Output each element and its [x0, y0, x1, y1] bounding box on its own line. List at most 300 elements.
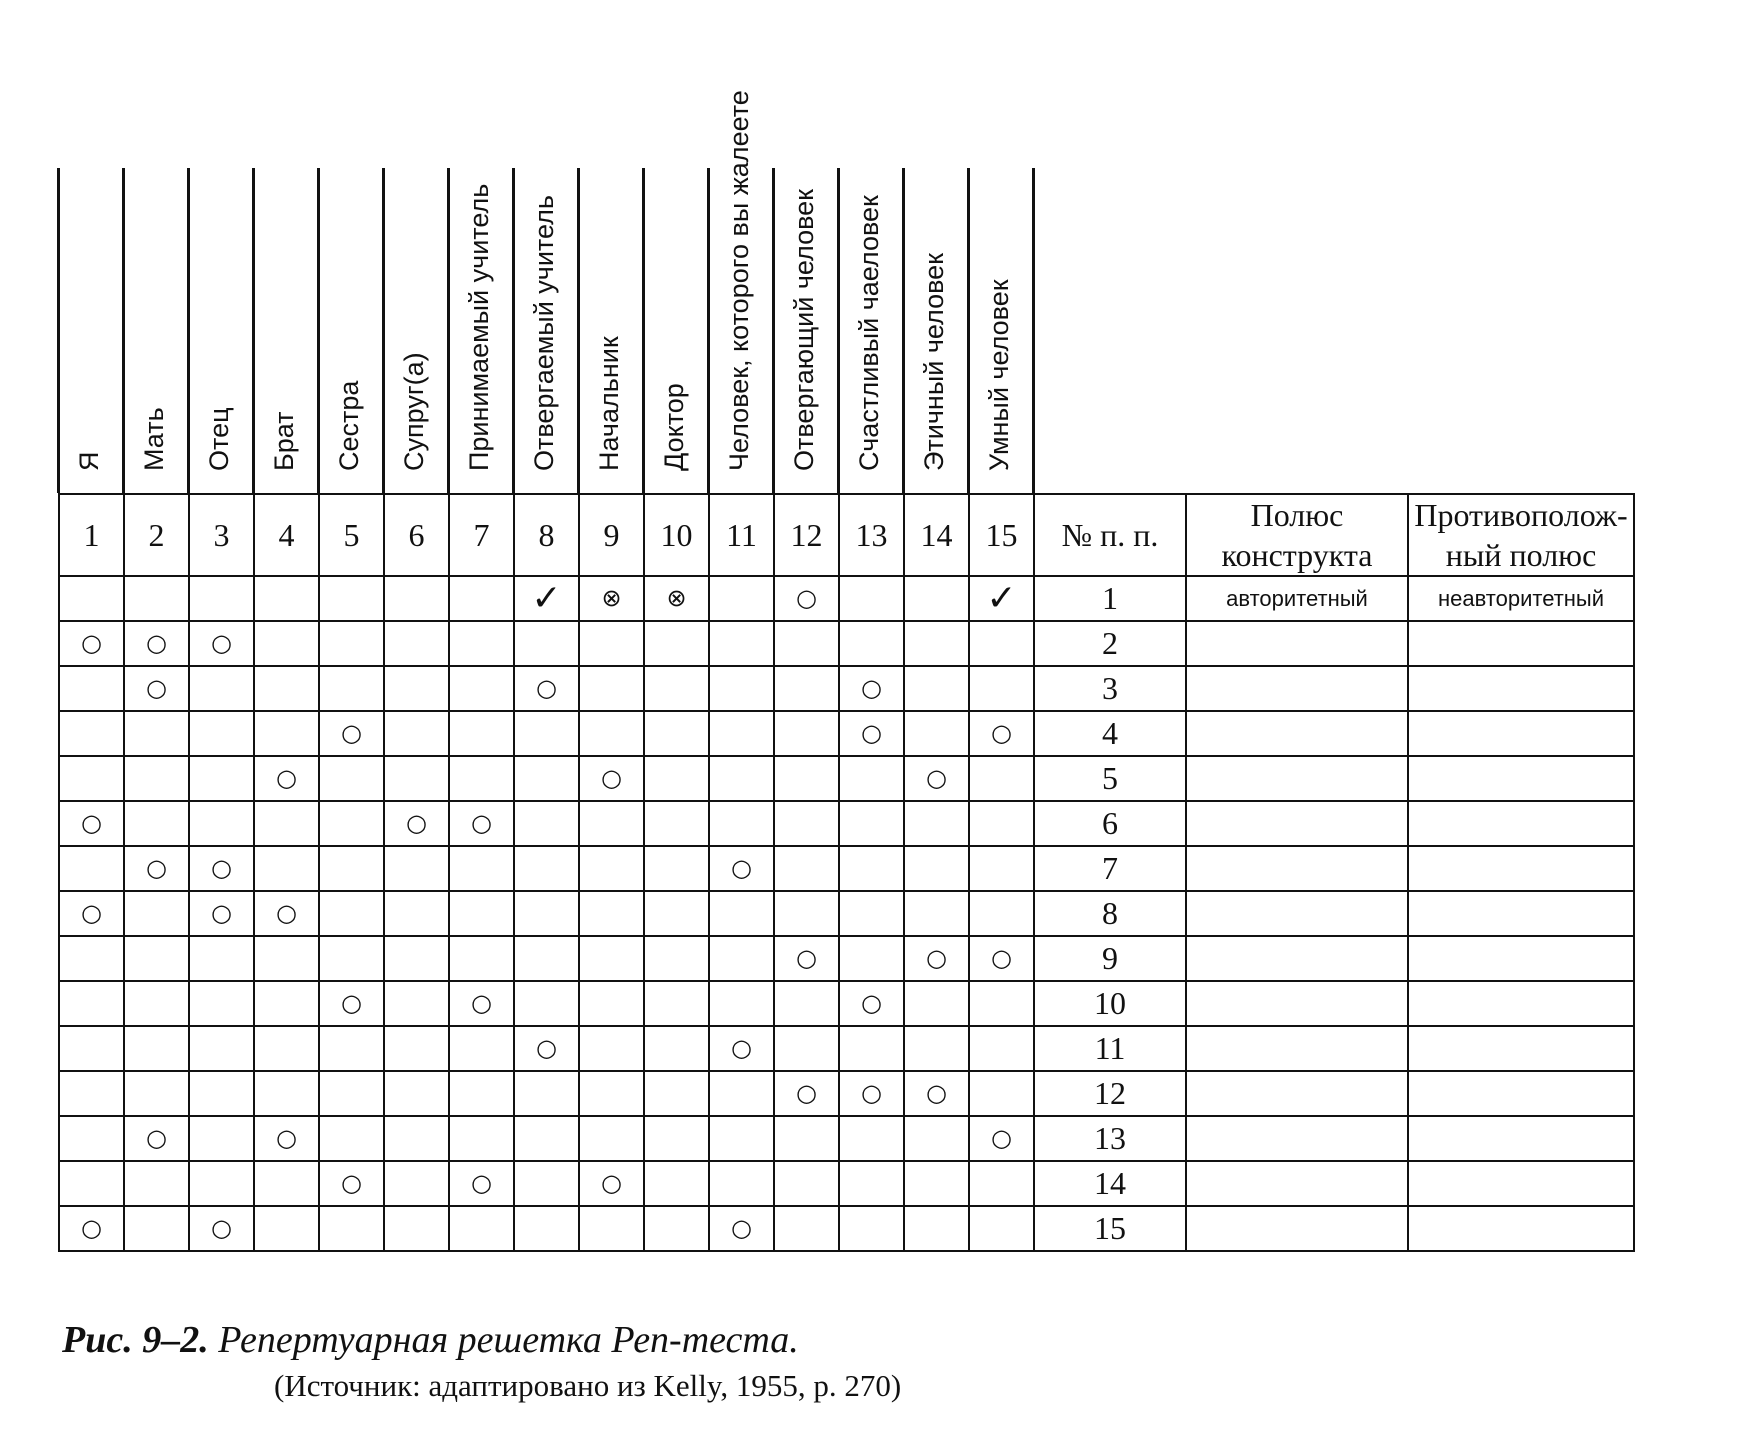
grid-cell — [319, 1161, 384, 1206]
grid-cell — [709, 936, 774, 981]
circle-mark-icon: ○ — [471, 1169, 492, 1197]
circle-mark-icon: ○ — [406, 809, 427, 837]
grid-cell — [514, 981, 579, 1026]
grid-cell — [254, 756, 319, 801]
opposite-pole-cell — [1408, 936, 1634, 981]
grid-cell — [644, 711, 709, 756]
grid-cell — [254, 1026, 319, 1071]
row-number: 9 — [1034, 936, 1186, 981]
row-number-header: № п. п. — [1034, 494, 1186, 576]
grid-cell — [904, 756, 969, 801]
circle-mark-icon: ○ — [926, 764, 947, 792]
table-row — [59, 576, 1634, 621]
grid-cell — [319, 1071, 384, 1116]
grid-cell — [189, 756, 254, 801]
grid-cell — [254, 891, 319, 936]
grid-cell — [384, 756, 449, 801]
grid-cell — [774, 1116, 839, 1161]
grid-cell — [774, 1206, 839, 1251]
circled-x-mark-icon: ⊗ — [601, 584, 622, 612]
column-number: 5 — [319, 494, 384, 576]
column-header-label: Супруг(а) — [399, 352, 429, 471]
circle-mark-icon: ○ — [211, 899, 232, 927]
column-header-label: Этичный человек — [919, 253, 949, 471]
column-number-row — [59, 494, 1634, 576]
column-number: 9 — [579, 494, 644, 576]
row-number: 15 — [1034, 1206, 1186, 1251]
column-header-label: Умный человек — [984, 279, 1014, 471]
header-divider — [707, 168, 710, 493]
repertory-grid-table — [58, 493, 1635, 1252]
grid-cell — [59, 666, 124, 711]
table-row — [59, 801, 1634, 846]
opposite-pole-cell — [1408, 891, 1634, 936]
grid-cell — [839, 576, 904, 621]
grid-cell — [709, 621, 774, 666]
grid-cell — [774, 756, 839, 801]
row-number: 6 — [1034, 801, 1186, 846]
construct-pole-cell — [1186, 1071, 1408, 1116]
grid-cell — [319, 1116, 384, 1161]
grid-cell — [839, 1161, 904, 1206]
grid-cell — [709, 891, 774, 936]
construct-pole-header: Полюс конструкта — [1186, 494, 1408, 576]
grid-cell — [774, 1026, 839, 1071]
construct-pole-cell — [1186, 1116, 1408, 1161]
grid-cell — [644, 1026, 709, 1071]
circle-mark-icon: ○ — [536, 1034, 557, 1062]
circle-mark-icon: ○ — [146, 674, 167, 702]
table-row — [59, 621, 1634, 666]
grid-cell — [59, 1206, 124, 1251]
grid-cell — [839, 1026, 904, 1071]
construct-pole-cell — [1186, 1206, 1408, 1251]
grid-cell — [384, 621, 449, 666]
column-header-label: Счастливый чаеловек — [854, 195, 884, 471]
grid-cell — [709, 1161, 774, 1206]
grid-cell — [384, 846, 449, 891]
circle-mark-icon: ○ — [601, 1169, 622, 1197]
header-divider — [187, 168, 190, 493]
opposite-pole-cell — [1408, 1206, 1634, 1251]
grid-cell — [969, 936, 1034, 981]
header-divider — [252, 168, 255, 493]
circle-mark-icon: ○ — [211, 854, 232, 882]
grid-cell — [709, 711, 774, 756]
header-divider — [837, 168, 840, 493]
grid-cell — [319, 846, 384, 891]
table-row — [59, 666, 1634, 711]
column-number: 7 — [449, 494, 514, 576]
grid-cell — [384, 981, 449, 1026]
grid-cell — [579, 756, 644, 801]
construct-pole-cell — [1186, 756, 1408, 801]
grid-cell — [839, 1071, 904, 1116]
table-row — [59, 846, 1634, 891]
grid-cell — [319, 711, 384, 756]
circle-mark-icon: ○ — [536, 674, 557, 702]
column-header-label: Доктор — [659, 383, 689, 471]
grid-cell — [449, 1116, 514, 1161]
circle-mark-icon: ○ — [471, 809, 492, 837]
grid-cell — [254, 711, 319, 756]
grid-cell — [579, 981, 644, 1026]
construct-pole-cell — [1186, 711, 1408, 756]
grid-cell — [774, 981, 839, 1026]
grid-cell — [254, 936, 319, 981]
checkmark-icon: ✓ — [531, 577, 562, 619]
circle-mark-icon: ○ — [81, 1214, 102, 1242]
column-number: 15 — [969, 494, 1034, 576]
grid-cell — [449, 981, 514, 1026]
grid-cell — [644, 621, 709, 666]
grid-cell — [254, 666, 319, 711]
grid-cell — [904, 981, 969, 1026]
grid-cell — [904, 891, 969, 936]
grid-cell — [709, 1116, 774, 1161]
grid-cell — [384, 666, 449, 711]
opposite-pole-cell: неавторитетный — [1408, 576, 1634, 621]
circled-x-mark-icon: ⊗ — [666, 584, 687, 612]
grid-cell — [449, 711, 514, 756]
grid-cell — [774, 576, 839, 621]
grid-cell — [124, 621, 189, 666]
row-number: 2 — [1034, 621, 1186, 666]
grid-cell — [709, 666, 774, 711]
circle-mark-icon: ○ — [146, 1124, 167, 1152]
grid-cell — [514, 1071, 579, 1116]
grid-cell — [839, 891, 904, 936]
grid-cell — [644, 666, 709, 711]
checkmark-icon: ✓ — [986, 577, 1017, 619]
grid-cell — [124, 1026, 189, 1071]
opposite-pole-cell — [1408, 846, 1634, 891]
row-number: 11 — [1034, 1026, 1186, 1071]
caption-text: Репертуарная решетка Реп-теста. — [218, 1319, 799, 1361]
caption-label: Рис. 9–2. — [62, 1319, 209, 1361]
circle-mark-icon: ○ — [796, 584, 817, 612]
table-row — [59, 1206, 1634, 1251]
grid-cell — [254, 801, 319, 846]
grid-cell — [189, 1206, 254, 1251]
grid-cell — [579, 801, 644, 846]
grid-cell — [514, 666, 579, 711]
row-number: 5 — [1034, 756, 1186, 801]
grid-cell — [774, 846, 839, 891]
grid-cell — [904, 1071, 969, 1116]
opposite-pole-cell — [1408, 1161, 1634, 1206]
grid-cell — [644, 576, 709, 621]
table-row — [59, 756, 1634, 801]
construct-pole-cell — [1186, 891, 1408, 936]
grid-cell — [644, 981, 709, 1026]
circle-mark-icon: ○ — [276, 764, 297, 792]
grid-cell — [254, 1116, 319, 1161]
table-row — [59, 1026, 1634, 1071]
grid-cell — [254, 576, 319, 621]
grid-cell — [384, 576, 449, 621]
table-row — [59, 1161, 1634, 1206]
column-number: 4 — [254, 494, 319, 576]
grid-cell — [514, 711, 579, 756]
grid-cell — [969, 1116, 1034, 1161]
grid-cell — [579, 1071, 644, 1116]
column-header-label: Отвергаемый учитель — [529, 195, 559, 471]
grid-cell — [579, 576, 644, 621]
grid-cell — [904, 621, 969, 666]
grid-cell — [59, 576, 124, 621]
grid-cell — [449, 801, 514, 846]
circle-mark-icon: ○ — [731, 854, 752, 882]
opposite-pole-cell — [1408, 1071, 1634, 1116]
grid-cell — [709, 1071, 774, 1116]
table-row — [59, 1116, 1634, 1161]
grid-cell — [189, 621, 254, 666]
grid-cell — [124, 1161, 189, 1206]
header-divider — [772, 168, 775, 493]
grid-cell — [774, 1071, 839, 1116]
grid-cell — [514, 1026, 579, 1071]
construct-pole-cell — [1186, 801, 1408, 846]
grid-cell — [839, 1116, 904, 1161]
grid-cell — [839, 711, 904, 756]
table-row — [59, 891, 1634, 936]
grid-cell — [124, 576, 189, 621]
grid-cell — [189, 981, 254, 1026]
grid-cell — [904, 576, 969, 621]
grid-cell — [384, 1161, 449, 1206]
column-header-label: Мать — [139, 407, 169, 471]
circle-mark-icon: ○ — [861, 719, 882, 747]
grid-cell — [774, 711, 839, 756]
grid-cell — [384, 1026, 449, 1071]
grid-cell — [319, 1206, 384, 1251]
grid-cell — [969, 711, 1034, 756]
circle-mark-icon: ○ — [601, 764, 622, 792]
grid-cell — [579, 1116, 644, 1161]
opposite-pole-cell — [1408, 1026, 1634, 1071]
grid-cell — [644, 1116, 709, 1161]
grid-cell — [124, 756, 189, 801]
grid-cell — [579, 666, 644, 711]
grid-cell — [839, 1206, 904, 1251]
grid-cell — [904, 1206, 969, 1251]
grid-cell — [319, 1026, 384, 1071]
opposite-pole-cell — [1408, 756, 1634, 801]
grid-cell — [254, 1206, 319, 1251]
grid-cell — [969, 576, 1034, 621]
grid-cell — [644, 846, 709, 891]
grid-cell — [514, 1116, 579, 1161]
grid-cell — [904, 801, 969, 846]
grid-cell — [709, 1026, 774, 1071]
grid-cell — [189, 1116, 254, 1161]
grid-cell — [774, 936, 839, 981]
grid-cell — [449, 1206, 514, 1251]
grid-cell — [969, 666, 1034, 711]
grid-cell — [189, 576, 254, 621]
grid-cell — [189, 801, 254, 846]
grid-cell — [124, 711, 189, 756]
grid-cell — [514, 801, 579, 846]
caption-title — [62, 1318, 901, 1362]
grid-cell — [319, 981, 384, 1026]
circle-mark-icon: ○ — [731, 1034, 752, 1062]
grid-cell — [384, 1206, 449, 1251]
opposite-pole-cell — [1408, 666, 1634, 711]
grid-cell — [59, 801, 124, 846]
grid-cell — [774, 621, 839, 666]
grid-cell — [839, 801, 904, 846]
grid-cell — [579, 1161, 644, 1206]
grid-cell — [319, 666, 384, 711]
column-number: 14 — [904, 494, 969, 576]
header-divider — [122, 168, 125, 493]
caption-source: (Источник: адаптировано из Kelly, 1955, p. 270) — [274, 1368, 902, 1403]
grid-cell — [189, 1026, 254, 1071]
construct-pole-cell: авторитетный — [1186, 576, 1408, 621]
table-row — [59, 981, 1634, 1026]
grid-cell — [124, 801, 189, 846]
opposite-pole-header: Противополож-ный полюс — [1408, 494, 1634, 576]
grid-cell — [644, 1206, 709, 1251]
grid-cell — [384, 1116, 449, 1161]
circle-mark-icon: ○ — [861, 674, 882, 702]
column-number: 11 — [709, 494, 774, 576]
grid-cell — [319, 621, 384, 666]
grid-cell — [124, 1071, 189, 1116]
grid-cell — [904, 1161, 969, 1206]
grid-cell — [709, 801, 774, 846]
grid-cell — [189, 711, 254, 756]
table-row — [59, 936, 1634, 981]
circle-mark-icon: ○ — [276, 899, 297, 927]
circle-mark-icon: ○ — [81, 809, 102, 837]
grid-cell — [124, 981, 189, 1026]
grid-cell — [644, 936, 709, 981]
column-header-label: Сестра — [334, 380, 364, 471]
header-divider — [317, 168, 320, 493]
grid-cell — [319, 576, 384, 621]
table-row — [59, 711, 1634, 756]
column-header-label: Отец — [204, 407, 234, 471]
grid-cell — [319, 801, 384, 846]
grid-cell — [579, 1026, 644, 1071]
grid-cell — [709, 846, 774, 891]
column-number: 1 — [59, 494, 124, 576]
table-row — [59, 1071, 1634, 1116]
column-header-label: Отвергающий человек — [789, 189, 819, 471]
circle-mark-icon: ○ — [341, 989, 362, 1017]
circle-mark-icon: ○ — [146, 854, 167, 882]
grid-cell — [839, 756, 904, 801]
row-number: 8 — [1034, 891, 1186, 936]
grid-cell — [384, 801, 449, 846]
column-number: 2 — [124, 494, 189, 576]
grid-cell — [514, 846, 579, 891]
construct-pole-cell — [1186, 1161, 1408, 1206]
grid-cell — [774, 801, 839, 846]
grid-cell — [839, 666, 904, 711]
grid-cell — [969, 1206, 1034, 1251]
header-divider — [902, 168, 905, 493]
grid-cell — [189, 1071, 254, 1116]
column-header-label: Начальник — [594, 336, 624, 471]
grid-cell — [579, 936, 644, 981]
circle-mark-icon: ○ — [991, 944, 1012, 972]
grid-cell — [514, 1161, 579, 1206]
column-header-label: Человек, которого вы жалеете — [724, 90, 754, 471]
circle-mark-icon: ○ — [211, 1214, 232, 1242]
column-number: 6 — [384, 494, 449, 576]
construct-pole-cell — [1186, 846, 1408, 891]
grid-cell — [449, 756, 514, 801]
grid-cell — [449, 846, 514, 891]
grid-cell — [969, 801, 1034, 846]
row-number: 7 — [1034, 846, 1186, 891]
column-number: 10 — [644, 494, 709, 576]
grid-cell — [839, 936, 904, 981]
grid-cell — [969, 756, 1034, 801]
column-number: 8 — [514, 494, 579, 576]
grid-cell — [59, 1116, 124, 1161]
figure-caption — [62, 1318, 901, 1404]
column-headers — [0, 0, 1737, 500]
grid-cell — [449, 936, 514, 981]
grid-cell — [59, 1071, 124, 1116]
grid-cell — [124, 1206, 189, 1251]
construct-pole-cell — [1186, 981, 1408, 1026]
grid-cell — [579, 846, 644, 891]
grid-cell — [969, 981, 1034, 1026]
column-header-label: Брат — [269, 411, 299, 471]
header-divider — [57, 168, 60, 493]
grid-cell — [969, 891, 1034, 936]
grid-cell — [514, 1206, 579, 1251]
grid-cell — [969, 1026, 1034, 1071]
grid-cell — [59, 891, 124, 936]
construct-pole-cell — [1186, 936, 1408, 981]
grid-cell — [59, 981, 124, 1026]
header-divider — [382, 168, 385, 493]
row-number: 13 — [1034, 1116, 1186, 1161]
row-number: 1 — [1034, 576, 1186, 621]
column-number: 12 — [774, 494, 839, 576]
grid-cell — [124, 936, 189, 981]
grid-cell — [189, 891, 254, 936]
grid-cell — [904, 936, 969, 981]
column-header-label: Я — [74, 451, 104, 471]
grid-cell — [514, 936, 579, 981]
circle-mark-icon: ○ — [926, 944, 947, 972]
grid-cell — [254, 1071, 319, 1116]
opposite-pole-cell — [1408, 801, 1634, 846]
grid-cell — [449, 1026, 514, 1071]
grid-cell — [189, 846, 254, 891]
grid-cell — [189, 666, 254, 711]
grid-cell — [449, 1071, 514, 1116]
grid-cell — [644, 801, 709, 846]
grid-cell — [59, 1026, 124, 1071]
opposite-pole-cell — [1408, 981, 1634, 1026]
grid-cell — [514, 621, 579, 666]
grid-cell — [904, 666, 969, 711]
construct-pole-cell — [1186, 621, 1408, 666]
circle-mark-icon: ○ — [81, 629, 102, 657]
grid-cell — [124, 666, 189, 711]
grid-cell — [384, 936, 449, 981]
construct-pole-cell — [1186, 1026, 1408, 1071]
